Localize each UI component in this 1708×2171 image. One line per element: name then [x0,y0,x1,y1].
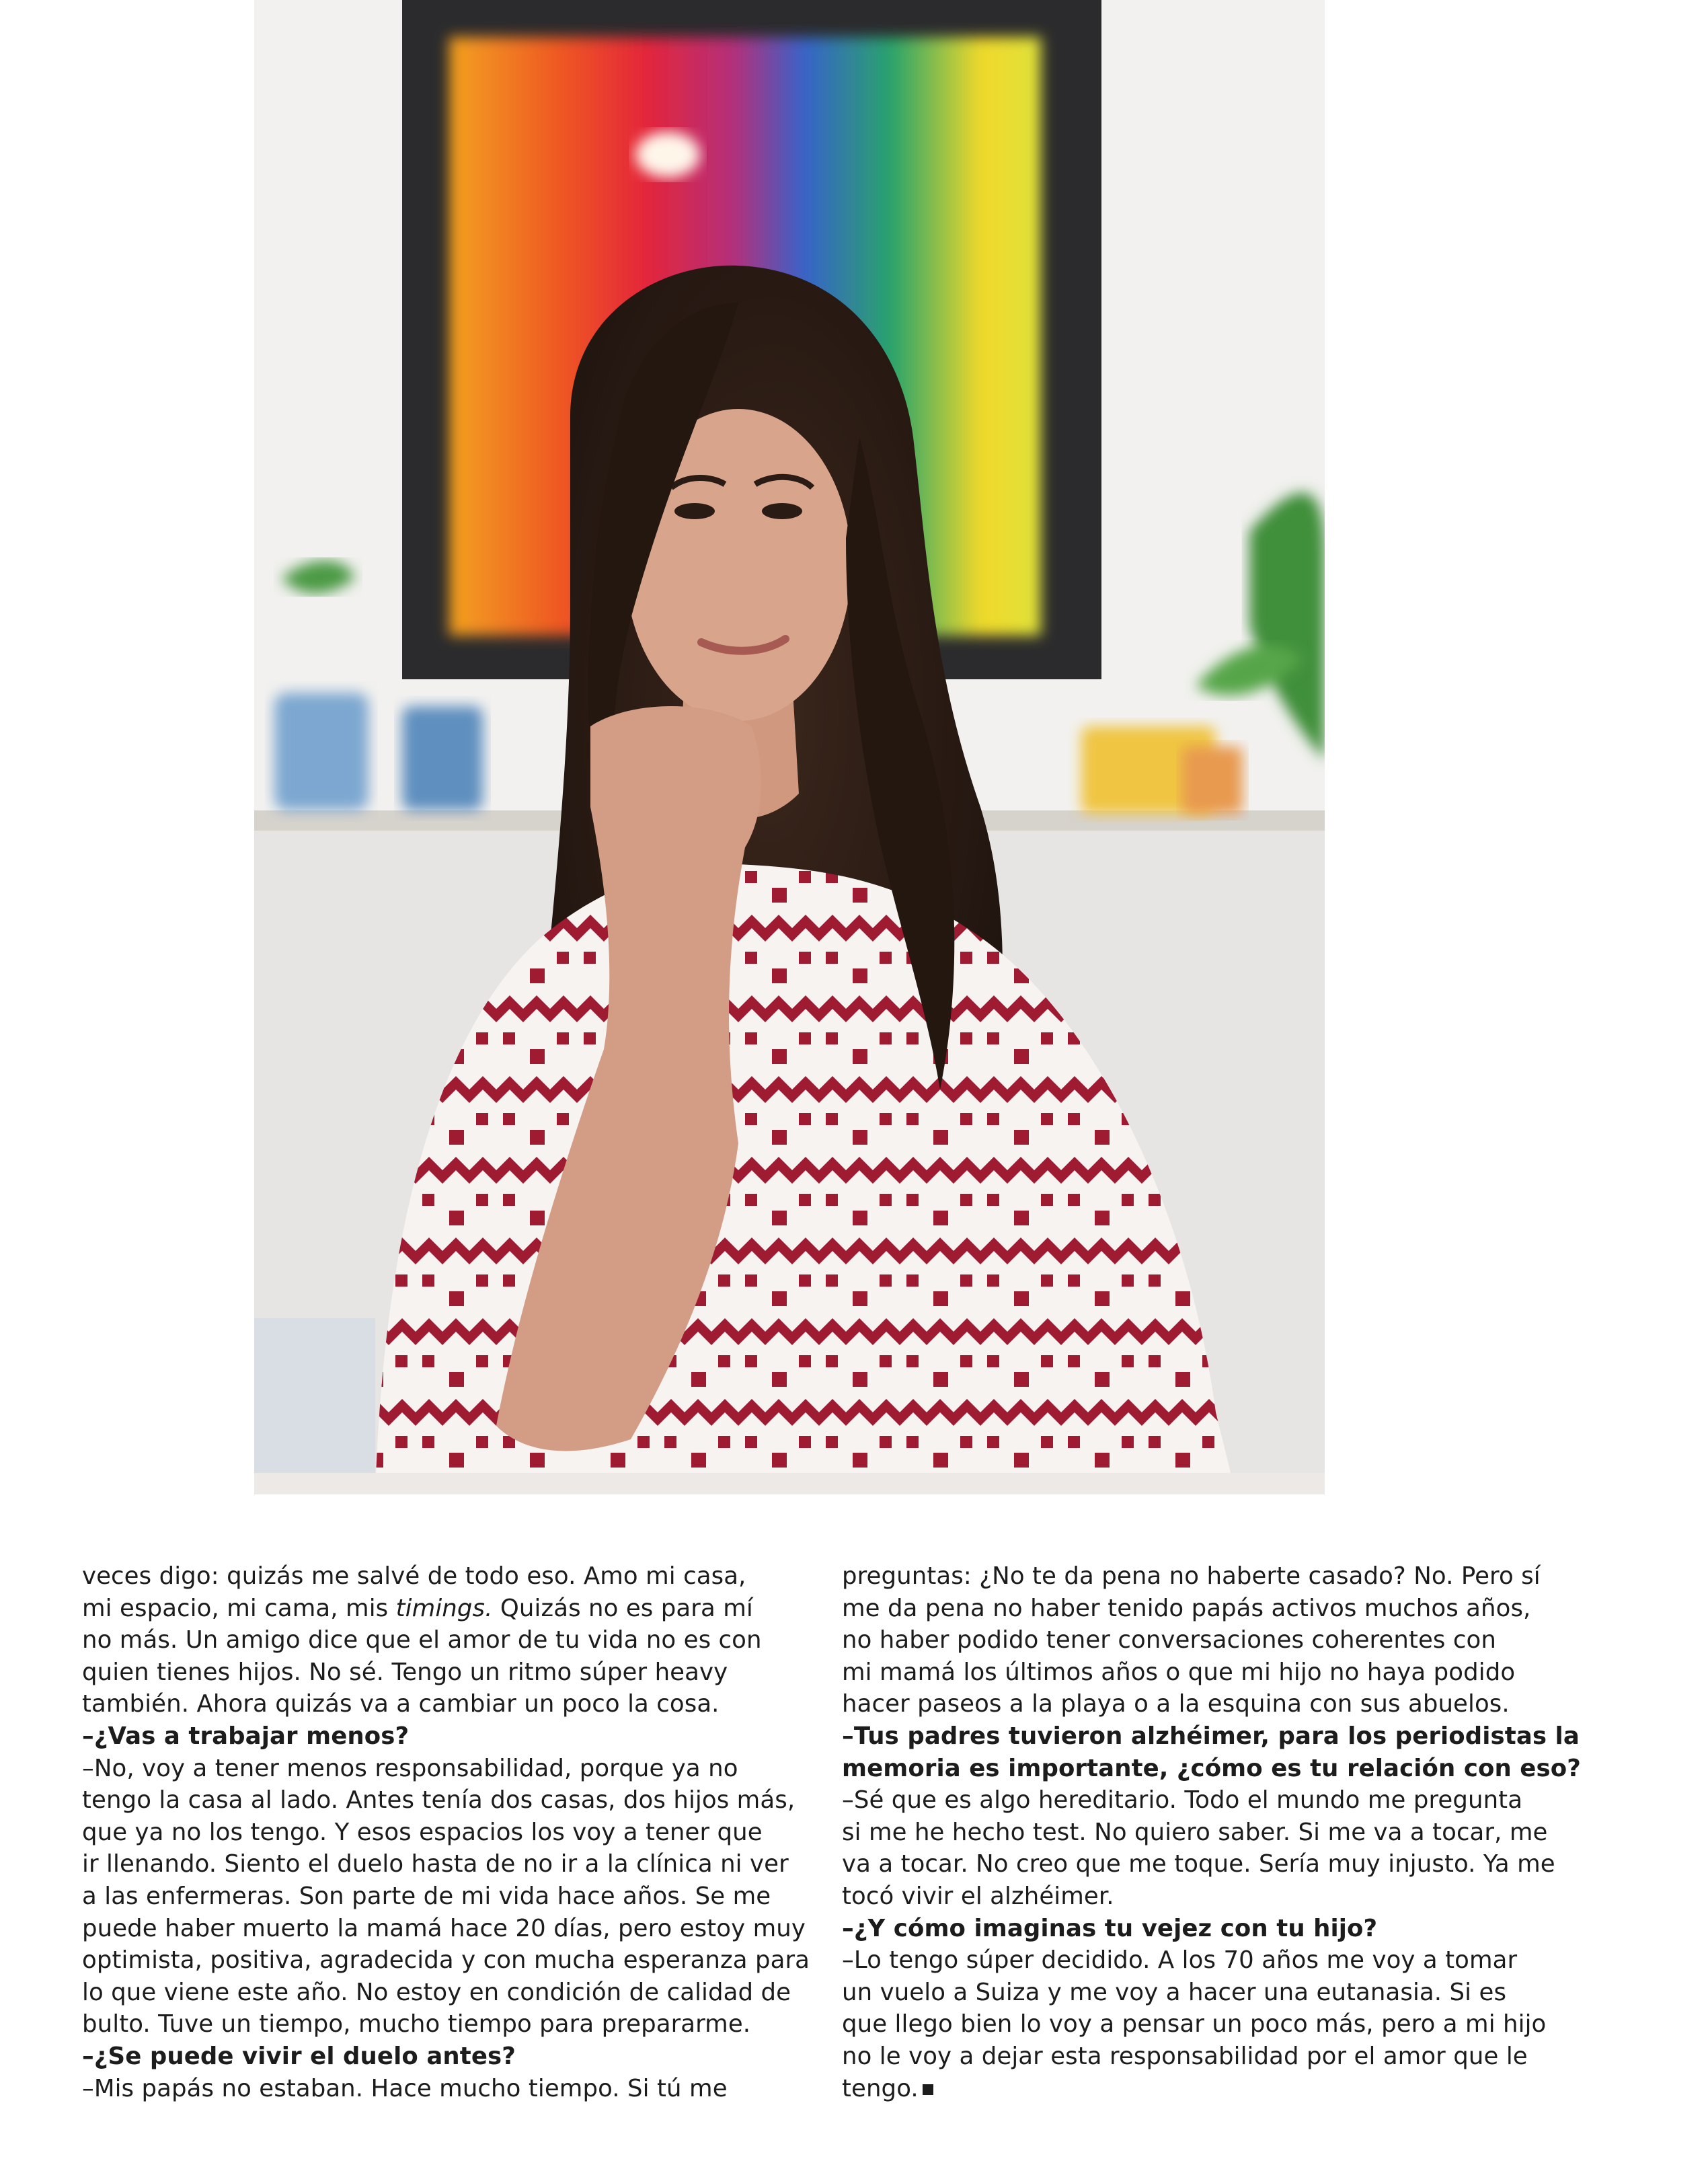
line-text: –Tus padres tuvieron alzhéimer, para los periodistas la [842,1722,1580,1750]
line-text: lo que viene este año. No estoy en condición de calidad de [82,1978,791,2006]
line-text: bulto. Tuve un tiempo, mucho tiempo para prepararme. [82,2010,751,2039]
italic-text: timings. [395,1594,493,1622]
body-text-line [82,1944,822,1977]
body-text-line [842,1977,1582,2009]
end-square-icon [923,2084,933,2095]
body-text-line [82,1560,822,1593]
portrait-photo [254,0,1325,1494]
body-text-line [842,1784,1582,1817]
line-text: hacer paseos a la playa o a la esquina con sus abuelos. [842,1690,1510,1718]
line-text: –Lo tengo súper decidido. A los 70 años me voy a tomar [842,1946,1518,1975]
article-left-column [82,1560,822,2104]
line-text: veces digo: quizás me salvé de todo eso. Amo mi casa, [82,1562,746,1590]
body-text-line [82,1848,822,1880]
interview-question-line [82,2041,822,2073]
line-text: a las enfermeras. Son parte de mi vida hace años. Se me [82,1882,771,1910]
body-text-line [82,1977,822,2009]
body-text-line [842,1817,1582,1849]
line-text: puede haber muerto la mamá hace 20 días, pero estoy muy [82,1914,806,1942]
body-text-line [842,1880,1582,1913]
line-text: no más. Un amigo dice que el amor de tu vida no es con [82,1626,762,1654]
line-text: –¿Se puede vivir el duelo antes? [82,2042,516,2070]
line-text: ir llenando. Siento el duelo hasta de no ir a la clínica ni ver [82,1850,789,1878]
line-text: si me he hecho test. No quiero saber. Si me va a tocar, me [842,1818,1548,1846]
line-text-continued: Quizás no es para mí [492,1594,753,1622]
line-text: –No, voy a tener menos responsabilidad, porque ya no [82,1754,738,1782]
body-text-line [82,1624,822,1656]
body-text-line [82,1688,822,1720]
line-text: va a tocar. No creo que me toque. Sería muy injusto. Ya me [842,1850,1555,1878]
interview-question-line [82,1720,822,1753]
body-text-line [842,1848,1582,1880]
body-text-line [842,1688,1582,1720]
line-text: optimista, positiva, agradecida y con mucha esperanza para [82,1946,810,1975]
portrait-illustration [254,0,1325,1494]
line-text: no le voy a dejar esta responsabilidad por el amor que le [842,2042,1528,2070]
line-text: no haber podido tener conversaciones coherentes con [842,1626,1496,1654]
interview-question-line [842,1720,1582,1753]
line-text: memoria es importante, ¿cómo es tu relación con eso? [842,1754,1581,1782]
line-text: –Sé que es algo hereditario. Todo el mundo me pregunta [842,1786,1523,1815]
body-text-line [82,1784,822,1817]
line-text: mi espacio, mi cama, mis [82,1594,396,1622]
body-text-line [82,1913,822,1945]
body-text-line [82,1880,822,1913]
body-text-line [842,2073,1582,2105]
body-text-line [82,1817,822,1849]
body-text-line [842,2008,1582,2041]
line-text: me da pena no haber tenido papás activos muchos años, [842,1594,1531,1622]
body-text-line [842,1624,1582,1656]
article-right-column [842,1560,1582,2104]
body-text-line [82,2008,822,2041]
line-text: un vuelo a Suiza y me voy a hacer una eutanasia. Si es [842,1978,1507,2006]
line-text: que llego bien lo voy a pensar un poco más, pero a mi hijo [842,2010,1547,2039]
body-text-line [842,1593,1582,1625]
body-text-line [82,1753,822,1785]
body-text-line [842,1560,1582,1593]
line-text: tengo la casa al lado. Antes tenía dos casas, dos hijos más, [82,1786,795,1815]
interview-question-line [842,1753,1582,1785]
line-text: –Mis papás no estaban. Hace mucho tiempo. Si tú me [82,2074,728,2102]
line-text: también. Ahora quizás va a cambiar un poco la cosa. [82,1690,720,1718]
body-text-line [82,1593,822,1625]
line-text: mi mamá los últimos años o que mi hijo no haya podido [842,1658,1516,1686]
line-text: que ya no los tengo. Y esos espacios los voy a tener que [82,1818,763,1846]
line-text: –¿Vas a trabajar menos? [82,1722,410,1750]
body-text-line [82,2073,822,2105]
body-text-line [82,1656,822,1689]
line-text: tengo. [842,2074,919,2102]
body-text-line [842,1656,1582,1689]
interview-question-line [842,1913,1582,1945]
body-text-line [842,1944,1582,1977]
line-text: preguntas: ¿No te da pena no haberte casado? No. Pero sí [842,1562,1541,1590]
line-text: tocó vivir el alzhéimer. [842,1882,1114,1910]
line-text: quien tienes hijos. No sé. Tengo un ritmo súper heavy [82,1658,728,1686]
body-text-line [842,2041,1582,2073]
line-text: –¿Y cómo imaginas tu vejez con tu hijo? [842,1914,1378,1942]
